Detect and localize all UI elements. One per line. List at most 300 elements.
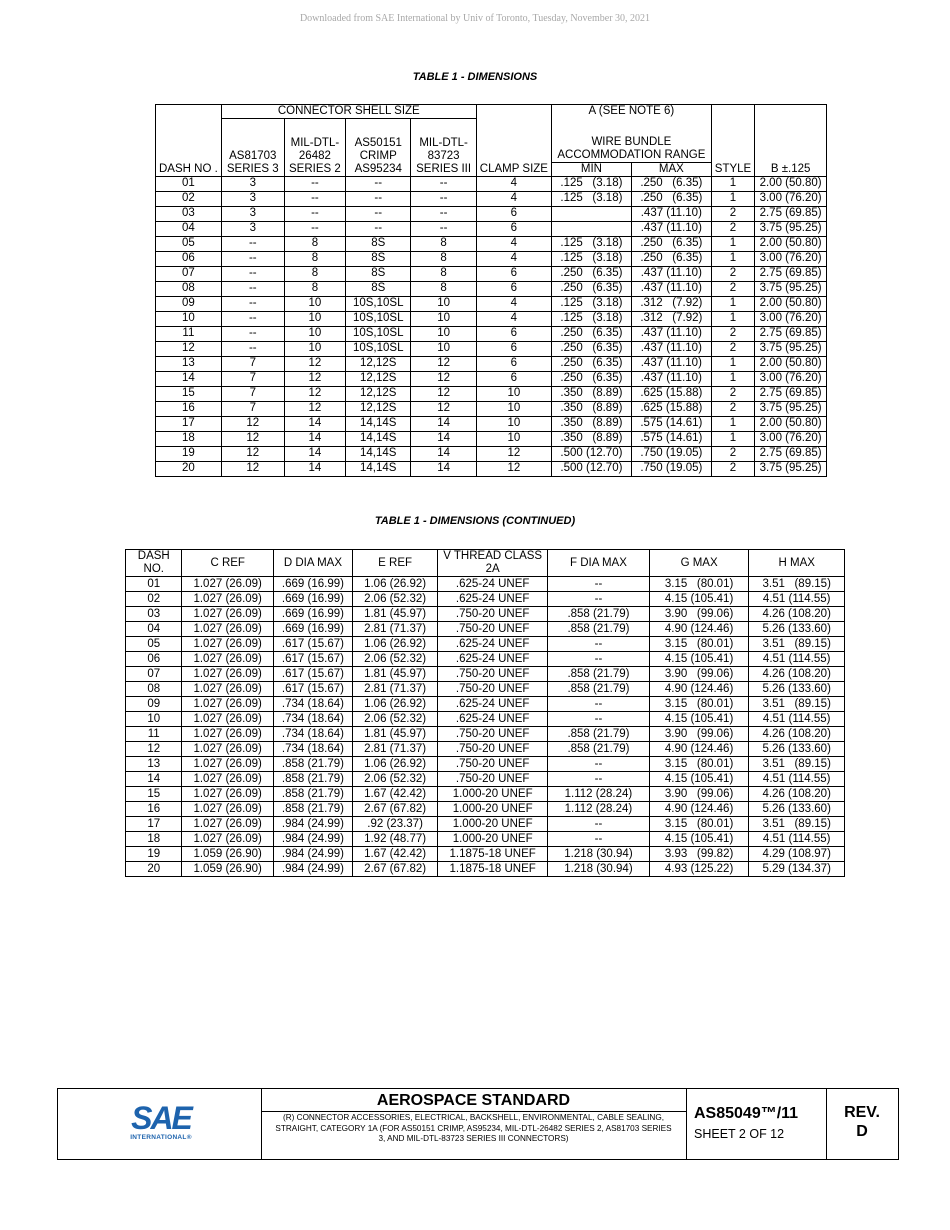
cell-dash: 13 [126,757,182,772]
cell-mil26482: 10 [284,326,345,341]
cell-h: 4.26 (108.20) [749,667,845,682]
cell-h: 4.29 (108.97) [749,847,845,862]
cell-b: 3.75 (95.25) [755,401,827,416]
cell-c: 1.027 (26.09) [182,607,273,622]
cell-dash: 01 [156,176,222,191]
table-row [126,742,845,757]
cell-d: .617 (15.67) [273,682,352,697]
cell-f: .858 (21.79) [548,622,650,637]
cell-c: 1.059 (26.90) [182,862,273,877]
cell-c: 1.027 (26.09) [182,652,273,667]
col-b: B ±.125 [755,105,827,177]
table-row [126,637,845,652]
cell-b: 3.00 (76.20) [755,371,827,386]
table-row [126,682,845,697]
table-row [156,206,827,221]
cell-g: 4.90 (124.46) [649,742,749,757]
document-number: AS85049™/11 [694,1105,799,1122]
cell-mil26482: 12 [284,401,345,416]
cell-b: 3.75 (95.25) [755,221,827,236]
cell-e: .92 (23.37) [352,817,437,832]
cell-e: 1.67 (42.42) [352,847,437,862]
cell-b: 2.75 (69.85) [755,266,827,281]
cell-style: 2 [711,341,754,356]
cell-mil26482: 12 [284,371,345,386]
cell-mil26482: 10 [284,341,345,356]
cell-f: -- [548,592,650,607]
table-row [156,356,827,371]
cell-v: .625-24 UNEF [438,712,548,727]
cell-d: .858 (21.79) [273,787,352,802]
cell-d: .617 (15.67) [273,667,352,682]
cell-v: .750-20 UNEF [438,622,548,637]
cell-dash: 14 [156,371,222,386]
col-c: C REF [182,550,273,577]
cell-mil26482: 10 [284,296,345,311]
cell-as81703: -- [221,311,284,326]
col-h: H MAX [749,550,845,577]
cell-e: 1.06 (26.92) [352,697,437,712]
cell-h: 4.26 (108.20) [749,607,845,622]
table-row [156,446,827,461]
cell-dash: 02 [156,191,222,206]
cell-h: 4.26 (108.20) [749,727,845,742]
table-row [126,667,845,682]
cell-c: 1.027 (26.09) [182,832,273,847]
col-d: D DIA MAX [273,550,352,577]
cell-as50151: 12,12S [346,386,411,401]
cell-min: .250 (6.35) [551,356,631,371]
cell-min: .125 (3.18) [551,176,631,191]
cell-dash: 08 [126,682,182,697]
cell-style: 1 [711,191,754,206]
standard-description: (R) CONNECTOR ACCESSORIES, ELECTRICAL, BACKSHELL, ENVIRONMENTAL, CABLE SEALING, STRAIGHT, CATEGORY 1A (FOR AS50151 CRIMP, AS95234, MIL-DTL-26482 SERIES 2, AS81703 SERIES 3, AND MIL-DTL-83723 SERIES III CONNECTORS) [275,1113,672,1143]
cell-clamp: 4 [476,236,551,251]
table-row [156,236,827,251]
table-row [126,697,845,712]
table-row [126,652,845,667]
cell-d: .984 (24.99) [273,817,352,832]
cell-f: -- [548,577,650,592]
cell-g: 4.15 (105.41) [649,712,749,727]
cell-h: 4.51 (114.55) [749,712,845,727]
cell-d: .734 (18.64) [273,712,352,727]
title-block [57,1088,899,1160]
cell-e: 2.06 (52.32) [352,652,437,667]
cell-max: .437 (11.10) [631,356,711,371]
cell-dash: 07 [126,667,182,682]
table-row [126,607,845,622]
cell-min: .125 (3.18) [551,251,631,266]
dimensions-continued-table [125,549,845,877]
cell-clamp: 6 [476,326,551,341]
cell-as50151: -- [346,191,411,206]
cell-d: .858 (21.79) [273,757,352,772]
cell-g: 3.15 (80.01) [649,637,749,652]
table-row [156,251,827,266]
col-as50151: AS50151 CRIMP AS95234 [346,119,411,177]
cell-v: 1.1875-18 UNEF [438,847,548,862]
table-row [126,577,845,592]
cell-c: 1.027 (26.09) [182,727,273,742]
cell-dash: 16 [126,802,182,817]
cell-clamp: 6 [476,221,551,236]
cell-dash: 10 [126,712,182,727]
cell-mil26482: -- [284,221,345,236]
cell-f: 1.218 (30.94) [548,862,650,877]
cell-v: .750-20 UNEF [438,772,548,787]
cell-dash: 03 [126,607,182,622]
cell-as81703: 7 [221,386,284,401]
cell-e: 1.67 (42.42) [352,787,437,802]
cell-dash: 09 [156,296,222,311]
cell-dash: 16 [156,401,222,416]
cell-b: 2.75 (69.85) [755,326,827,341]
cell-b: 3.75 (95.25) [755,281,827,296]
col-as81703: AS81703 SERIES 3 [221,119,284,177]
cell-max: .625 (15.88) [631,401,711,416]
cell-as50151: 10S,10SL [346,296,411,311]
revision-cell [826,1089,898,1159]
cell-as81703: 3 [221,176,284,191]
dimensions-table [155,104,827,477]
table-row [126,772,845,787]
cell-clamp: 4 [476,296,551,311]
cell-as50151: 14,14S [346,416,411,431]
cell-style: 1 [711,371,754,386]
cell-dash: 06 [156,251,222,266]
cell-as50151: -- [346,176,411,191]
cell-as50151: 14,14S [346,446,411,461]
cell-dash: 02 [126,592,182,607]
cell-mil26482: 8 [284,281,345,296]
cell-f: .858 (21.79) [548,727,650,742]
cell-as50151: 8S [346,281,411,296]
cell-v: .625-24 UNEF [438,637,548,652]
cell-f: .858 (21.79) [548,667,650,682]
cell-max: .250 (6.35) [631,236,711,251]
cell-mil83723: -- [411,191,476,206]
cell-b: 2.00 (50.80) [755,296,827,311]
cell-as50151: -- [346,206,411,221]
cell-g: 4.15 (105.41) [649,772,749,787]
cell-dash: 07 [156,266,222,281]
cell-e: 2.67 (67.82) [352,862,437,877]
cell-v: 1.000-20 UNEF [438,802,548,817]
cell-g: 3.15 (80.01) [649,817,749,832]
col-clamp: CLAMP SIZE [476,105,551,177]
cell-e: 1.06 (26.92) [352,637,437,652]
cell-as81703: -- [221,341,284,356]
col-dash: DASH NO. [126,550,182,577]
col-g: G MAX [649,550,749,577]
logo-text: SAE [131,1100,191,1136]
cell-clamp: 10 [476,416,551,431]
cell-as50151: 14,14S [346,461,411,476]
cell-e: 2.06 (52.32) [352,772,437,787]
logo-subtext: INTERNATIONAL® [130,1134,192,1141]
cell-g: 4.90 (124.46) [649,802,749,817]
cell-h: 3.51 (89.15) [749,817,845,832]
revision-value: D [856,1123,868,1140]
col-dash: DASH NO . [156,105,222,177]
cell-max: .575 (14.61) [631,431,711,446]
cell-e: 1.92 (48.77) [352,832,437,847]
cell-h: 5.29 (134.37) [749,862,845,877]
cell-v: .750-20 UNEF [438,682,548,697]
cell-d: .734 (18.64) [273,697,352,712]
table-row [156,416,827,431]
cell-b: 2.00 (50.80) [755,176,827,191]
cell-f: -- [548,697,650,712]
cell-mil83723: 8 [411,251,476,266]
cell-dash: 04 [156,221,222,236]
cell-max: .437 (11.10) [631,266,711,281]
cell-as81703: 12 [221,446,284,461]
cell-g: 4.15 (105.41) [649,652,749,667]
download-watermark: Downloaded from SAE International by Univ of Toronto, Tuesday, November 30, 2021 [299,13,651,24]
cell-as50151: 8S [346,236,411,251]
cell-g: 3.15 (80.01) [649,697,749,712]
cell-clamp: 6 [476,266,551,281]
cell-mil83723: 14 [411,416,476,431]
cell-mil83723: -- [411,206,476,221]
cell-mil26482: 14 [284,446,345,461]
cell-b: 3.00 (76.20) [755,311,827,326]
cell-clamp: 4 [476,311,551,326]
cell-dash: 05 [156,236,222,251]
cell-mil83723: -- [411,176,476,191]
cell-as81703: 7 [221,401,284,416]
table-row [126,592,845,607]
cell-mil83723: 12 [411,371,476,386]
cell-mil83723: -- [411,221,476,236]
cell-max: .250 (6.35) [631,191,711,206]
cell-mil26482: -- [284,206,345,221]
cell-clamp: 12 [476,446,551,461]
cell-max: .437 (11.10) [631,221,711,236]
cell-b: 3.00 (76.20) [755,251,827,266]
cell-style: 1 [711,296,754,311]
cell-min: .350 (8.89) [551,401,631,416]
cell-f: 1.112 (28.24) [548,802,650,817]
cell-e: 2.06 (52.32) [352,712,437,727]
document-cell [686,1089,827,1159]
cell-mil83723: 12 [411,356,476,371]
col-connector-shell-size: CONNECTOR SHELL SIZE [221,105,476,119]
cell-as81703: 7 [221,371,284,386]
cell-max: .625 (15.88) [631,386,711,401]
cell-f: .858 (21.79) [548,682,650,697]
cell-b: 3.75 (95.25) [755,461,827,476]
cell-dash: 08 [156,281,222,296]
cell-min: .500 (12.70) [551,446,631,461]
cell-min: .250 (6.35) [551,266,631,281]
cell-dash: 10 [156,311,222,326]
table-row [126,832,845,847]
cell-mil83723: 14 [411,431,476,446]
cell-max: .312 (7.92) [631,311,711,326]
table2-caption: TABLE 1 - DIMENSIONS (CONTINUED) [374,515,576,527]
cell-c: 1.027 (26.09) [182,637,273,652]
cell-f: -- [548,712,650,727]
cell-e: 1.81 (45.97) [352,667,437,682]
table-row [156,296,827,311]
cell-c: 1.027 (26.09) [182,742,273,757]
cell-b: 2.75 (69.85) [755,206,827,221]
cell-g: 4.90 (124.46) [649,682,749,697]
cell-as50151: 8S [346,266,411,281]
cell-f: .858 (21.79) [548,742,650,757]
cell-d: .984 (24.99) [273,847,352,862]
cell-style: 1 [711,176,754,191]
cell-style: 1 [711,431,754,446]
cell-mil26482: -- [284,191,345,206]
cell-e: 2.81 (71.37) [352,682,437,697]
cell-style: 2 [711,446,754,461]
table-row [126,622,845,637]
cell-d: .669 (16.99) [273,607,352,622]
cell-dash: 03 [156,206,222,221]
cell-min: .350 (8.89) [551,416,631,431]
cell-b: 2.00 (50.80) [755,236,827,251]
cell-h: 4.26 (108.20) [749,787,845,802]
cell-mil83723: 8 [411,281,476,296]
cell-dash: 01 [126,577,182,592]
cell-c: 1.027 (26.09) [182,772,273,787]
cell-d: .984 (24.99) [273,832,352,847]
cell-max: .250 (6.35) [631,176,711,191]
cell-min: .250 (6.35) [551,371,631,386]
cell-clamp: 6 [476,341,551,356]
cell-mil26482: 12 [284,356,345,371]
table1-caption: TABLE 1 - DIMENSIONS [412,71,538,83]
table-row [156,221,827,236]
cell-clamp: 12 [476,461,551,476]
cell-d: .617 (15.67) [273,637,352,652]
cell-mil26482: 8 [284,251,345,266]
cell-h: 3.51 (89.15) [749,577,845,592]
cell-dash: 11 [156,326,222,341]
cell-dash: 17 [156,416,222,431]
cell-v: 1.000-20 UNEF [438,817,548,832]
cell-h: 5.26 (133.60) [749,802,845,817]
cell-c: 1.027 (26.09) [182,592,273,607]
cell-mil26482: 12 [284,386,345,401]
cell-min: .125 (3.18) [551,236,631,251]
cell-as50151: 10S,10SL [346,326,411,341]
cell-style: 1 [711,356,754,371]
cell-h: 4.51 (114.55) [749,832,845,847]
cell-max: .750 (19.05) [631,446,711,461]
cell-style: 2 [711,206,754,221]
cell-style: 2 [711,281,754,296]
table-row [156,311,827,326]
cell-dash: 20 [126,862,182,877]
cell-max: .437 (11.10) [631,341,711,356]
cell-h: 5.26 (133.60) [749,622,845,637]
cell-min: .350 (8.89) [551,386,631,401]
cell-mil83723: 14 [411,461,476,476]
cell-g: 4.15 (105.41) [649,832,749,847]
table-row [156,386,827,401]
cell-mil83723: 12 [411,401,476,416]
cell-as81703: -- [221,251,284,266]
cell-as50151: 12,12S [346,401,411,416]
cell-v: 1.000-20 UNEF [438,787,548,802]
cell-as81703: 3 [221,191,284,206]
cell-dash: 11 [126,727,182,742]
cell-style: 2 [711,401,754,416]
cell-h: 5.26 (133.60) [749,682,845,697]
cell-dash: 19 [126,847,182,862]
cell-b: 3.00 (76.20) [755,431,827,446]
cell-min: .350 (8.89) [551,431,631,446]
cell-mil83723: 10 [411,341,476,356]
col-mil83723: MIL-DTL- 83723 SERIES III [411,119,476,177]
cell-clamp: 4 [476,191,551,206]
table-row [156,341,827,356]
cell-v: .750-20 UNEF [438,757,548,772]
cell-g: 3.93 (99.82) [649,847,749,862]
cell-f: 1.112 (28.24) [548,787,650,802]
cell-v: 1.000-20 UNEF [438,832,548,847]
cell-d: .669 (16.99) [273,592,352,607]
cell-v: .625-24 UNEF [438,577,548,592]
table-row [156,401,827,416]
cell-f: 1.218 (30.94) [548,847,650,862]
cell-c: 1.027 (26.09) [182,757,273,772]
cell-c: 1.059 (26.90) [182,847,273,862]
cell-mil26482: 14 [284,431,345,446]
cell-v: .625-24 UNEF [438,592,548,607]
cell-as50151: 10S,10SL [346,341,411,356]
cell-min: .125 (3.18) [551,311,631,326]
cell-as50151: 12,12S [346,356,411,371]
standard-title: AEROSPACE STANDARD [261,1089,686,1112]
cell-e: 2.67 (67.82) [352,802,437,817]
col-v: V THREAD CLASS 2A [438,550,548,577]
cell-mil26482: 14 [284,416,345,431]
cell-c: 1.027 (26.09) [182,577,273,592]
cell-e: 1.81 (45.97) [352,607,437,622]
cell-c: 1.027 (26.09) [182,712,273,727]
cell-min: .250 (6.35) [551,341,631,356]
cell-g: 3.90 (99.06) [649,787,749,802]
logo-cell [58,1089,262,1159]
cell-b: 2.75 (69.85) [755,446,827,461]
cell-dash: 14 [126,772,182,787]
table-row [126,712,845,727]
sae-logo [126,1101,196,1145]
cell-style: 2 [711,266,754,281]
table-row [156,176,827,191]
cell-v: .625-24 UNEF [438,652,548,667]
cell-clamp: 10 [476,431,551,446]
cell-d: .669 (16.99) [273,577,352,592]
col-min: MIN [551,162,631,176]
cell-dash: 18 [126,832,182,847]
cell-style: 1 [711,416,754,431]
cell-dash: 19 [156,446,222,461]
cell-max: .437 (11.10) [631,281,711,296]
cell-v: .750-20 UNEF [438,727,548,742]
cell-min: .250 (6.35) [551,326,631,341]
cell-clamp: 6 [476,371,551,386]
cell-e: 2.06 (52.32) [352,592,437,607]
cell-max: .437 (11.10) [631,326,711,341]
cell-dash: 17 [126,817,182,832]
